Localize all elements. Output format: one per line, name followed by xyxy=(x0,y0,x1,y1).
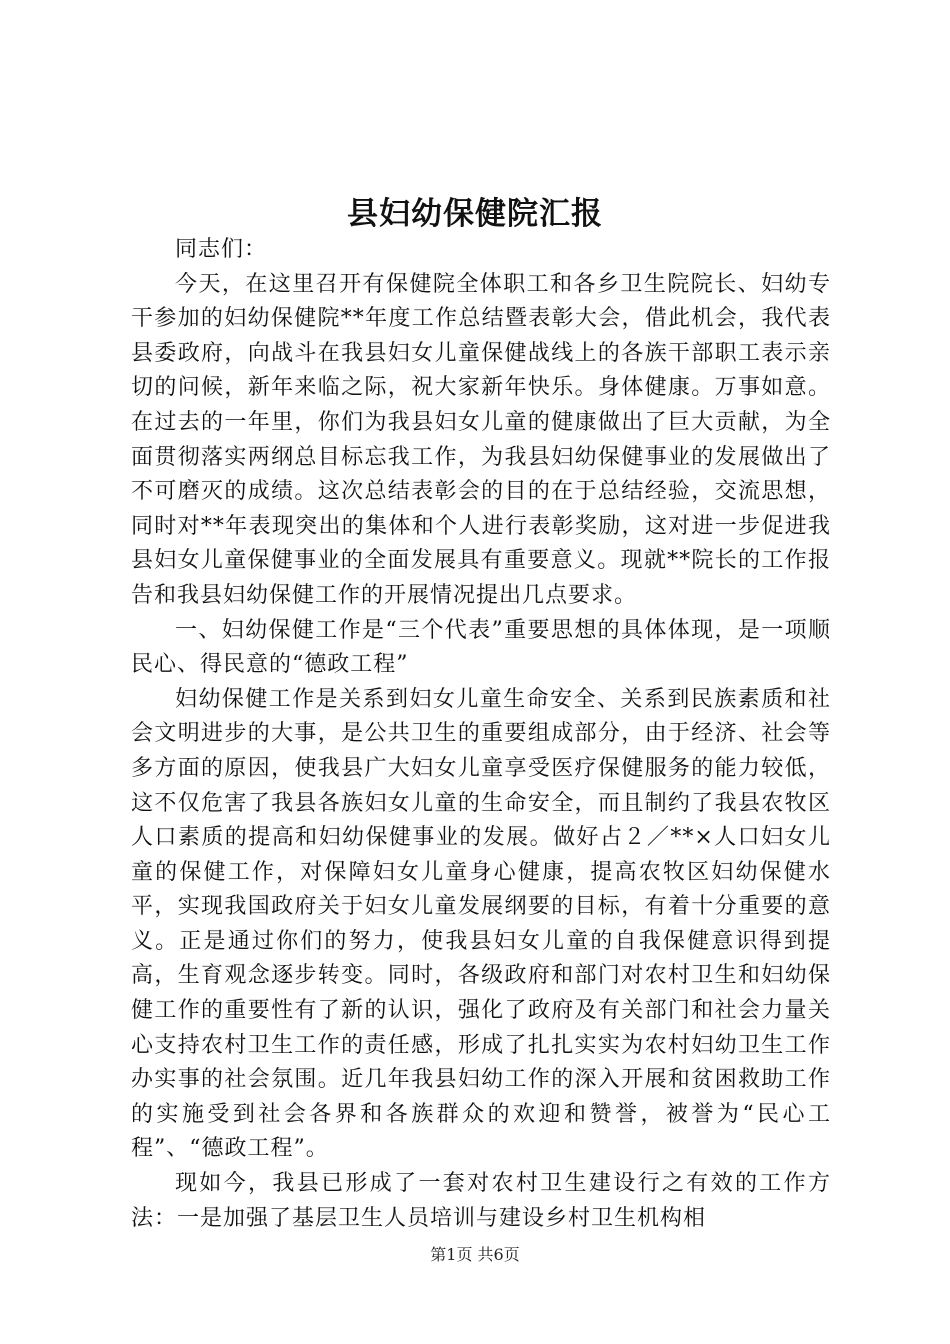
document-body xyxy=(131,233,831,1236)
paragraph-2: 妇幼保健工作是关系到妇女儿童生命安全、关系到民族素质和社会文明进步的大事，是公共卫生的重要组成部分，由于经济、社会等多方面的原因，使我县广大妇女儿童享受医疗保健服务的能力较低，这不仅危害了我县各族妇女儿童的生命安全，而且制约了我县农牧区人口素质的提高和妇幼保健事业的发展。做好占２／**×人口妇女儿童的保健工作，对保障妇女儿童身心健康，提高农牧区妇幼保健水平，实现我国政府关于妇女儿童发展纲要的目标，有着十分重要的意义。正是通过你们的努力，使我县妇女儿童的自我保健意识得到提高，生育观念逐步转变。同时，各级政府和部门对农村卫生和妇幼保健工作的重要性有了新的认识，强化了政府及有关部门和社会力量关心支持农村卫生工作的责任感，形成了扎扎实实为农村妇幼卫生工作办实事的社会氛围。近几年我县妇幼工作的深入开展和贫困救助工作的实施受到社会各界和各族群众的欢迎和赞誉，被誉为“民心工程”、“德政工程”。 xyxy=(131,686,831,1162)
paragraph-1: 今天，在这里召开有保健院全体职工和各乡卫生院院长、妇幼专干参加的妇幼保健院**年度工作总结暨表彰大会，借此机会，我代表县委政府，向战斗在我县妇女儿童保健战线上的各族干部职工表示亲切的问候，新年来临之际，祝大家新年快乐。身体健康。万事如意。在过去的一年里，你们为我县妇女儿童的健康做出了巨大贡献，为全面贯彻落实两纲总目标忘我工作，为我县妇幼保健事业的发展做出了不可磨灭的成绩。这次总结表彰会的目的在于总结经验，交流思想，同时对**年表现突出的集体和个人进行表彰奖励，这对进一步促进我县妇女儿童保健事业的全面发展具有重要意义。现就**院长的工作报告和我县妇幼保健工作的开展情况提出几点要求。 xyxy=(131,271,831,608)
page-number-footer: 第1页 共6页 xyxy=(430,1245,520,1264)
section-heading-1: 一、妇幼保健工作是“三个代表”重要思想的具体体现，是一项顺民心、得民意的“德政工程” xyxy=(131,617,831,678)
greeting: 同志们： xyxy=(175,237,268,262)
document-title: 县妇幼保健院汇报 xyxy=(347,196,603,232)
paragraph-3: 现如今，我县已形成了一套对农村卫生建设行之有效的工作方法：一是加强了基层卫生人员培训与建设乡村卫生机构相 xyxy=(131,1171,831,1231)
